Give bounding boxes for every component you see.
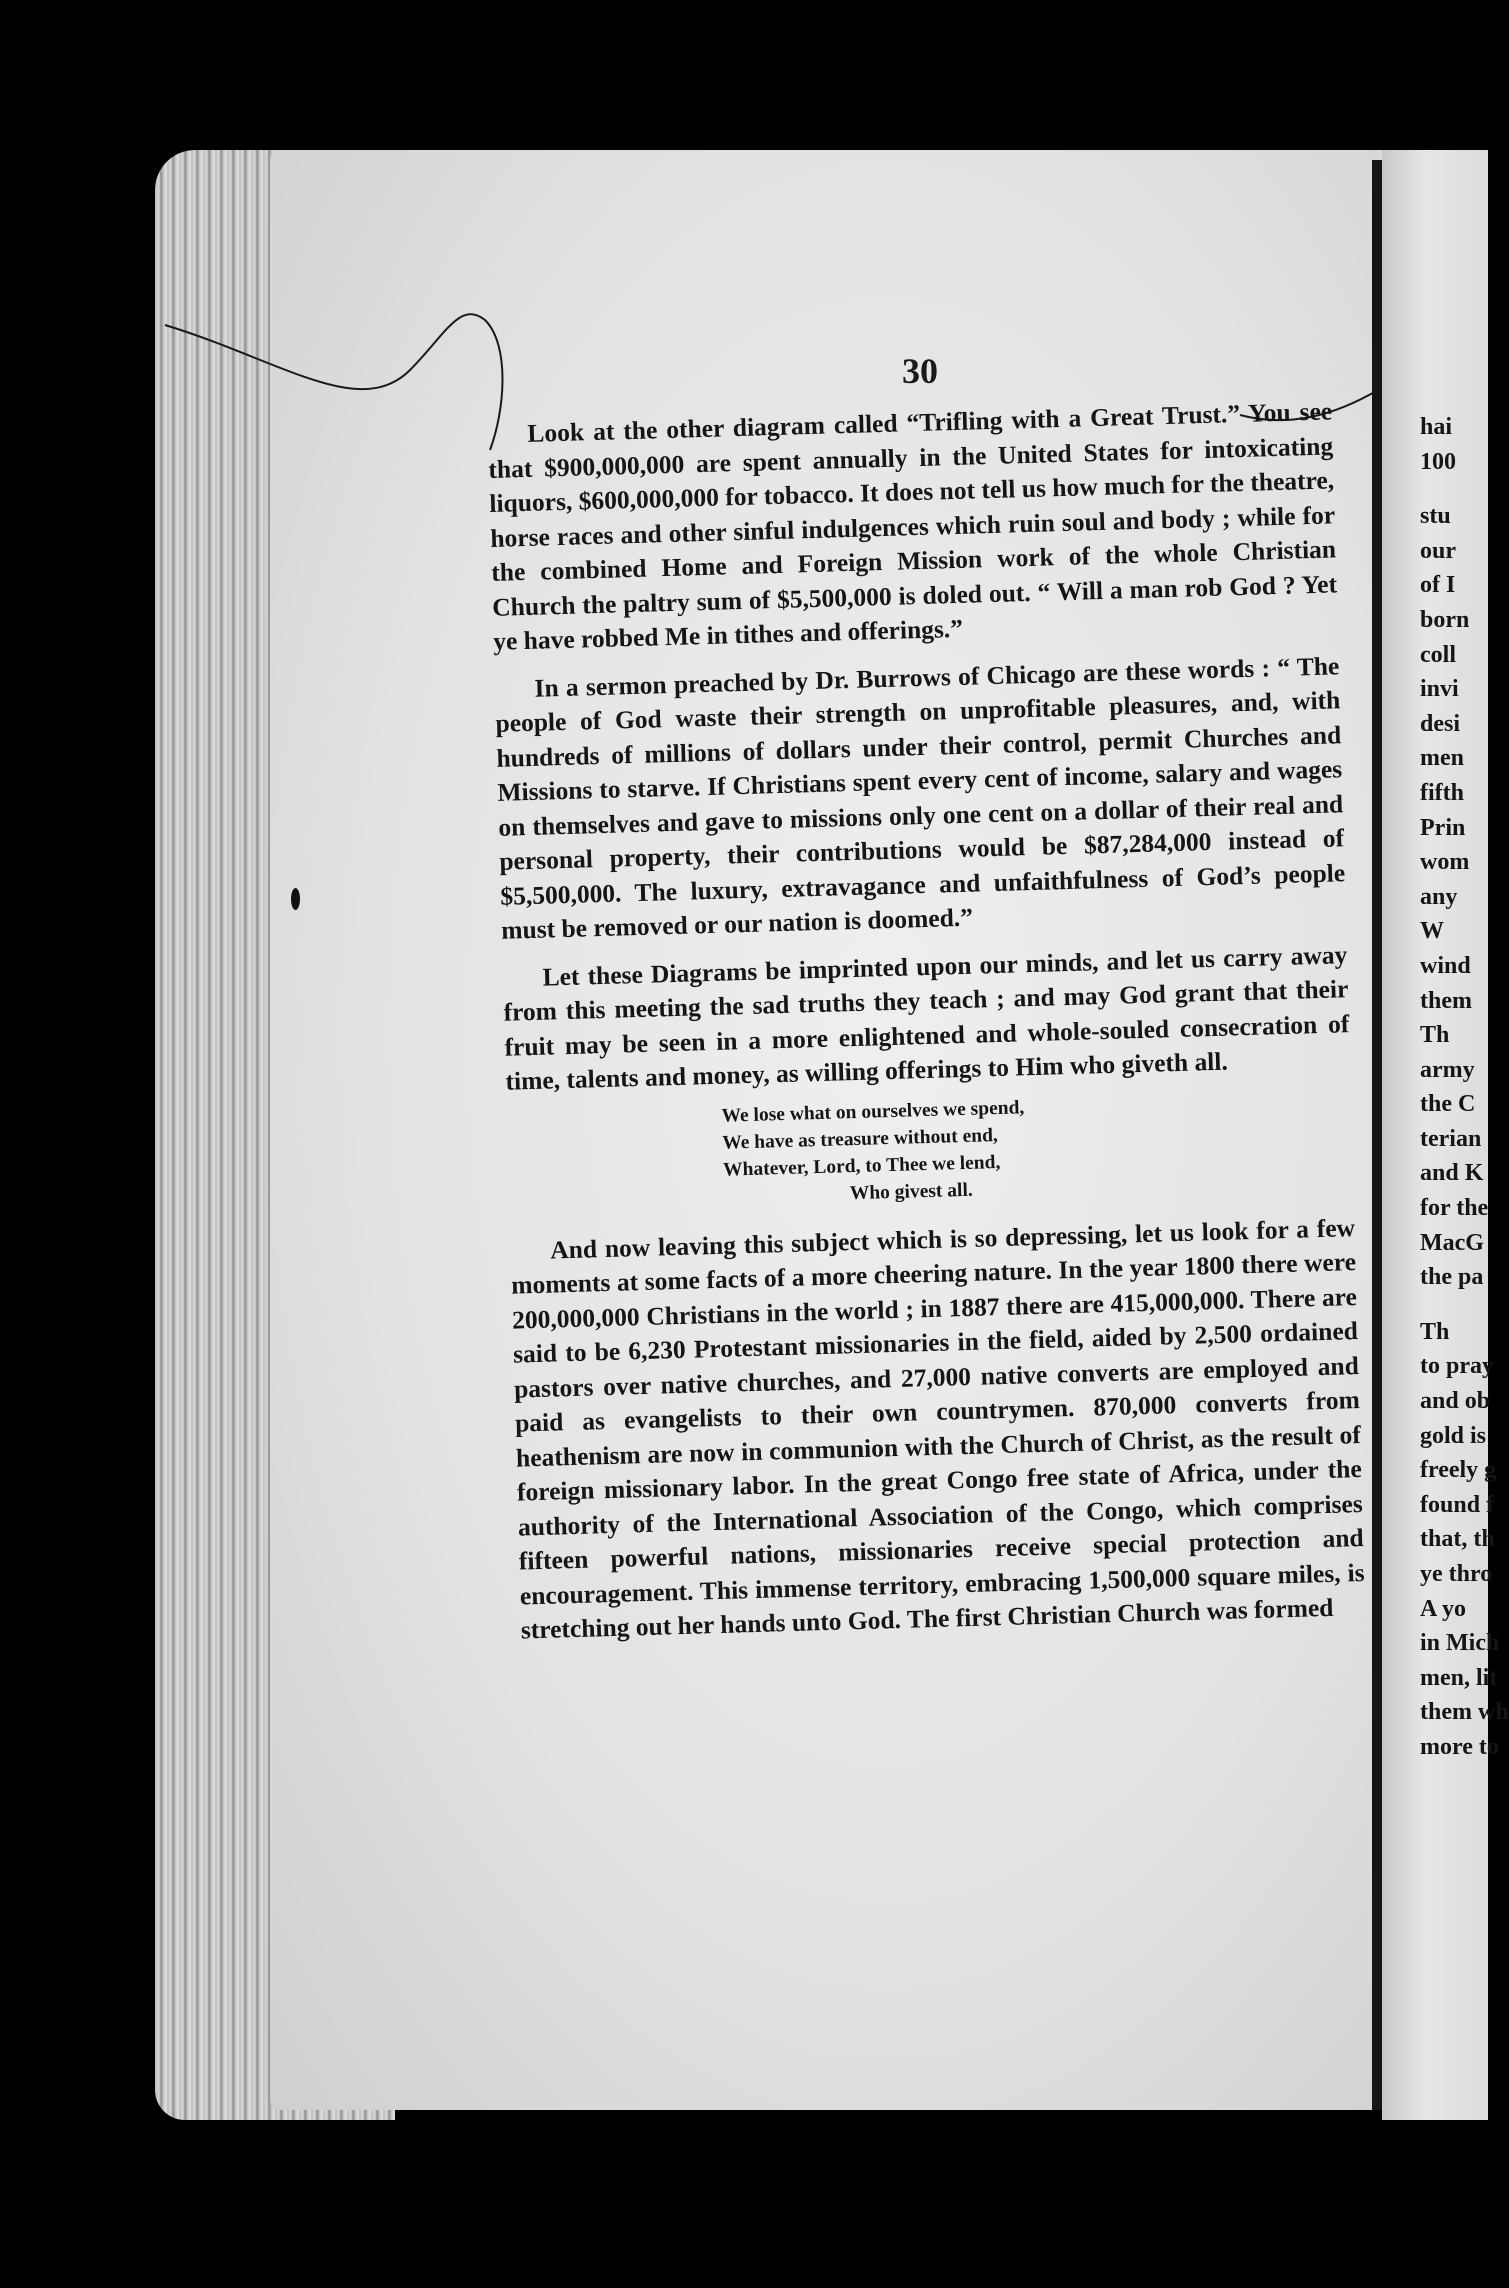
fragment-line: the pa (1420, 1264, 1484, 1291)
fragment-line: gold is (1420, 1422, 1487, 1449)
fragment-line: 100 (1420, 448, 1456, 475)
fragment-line: W (1420, 918, 1444, 945)
fragment-line: ye thro (1420, 1561, 1493, 1587)
fragment-line: and ob (1420, 1388, 1491, 1415)
fragment-line: Prin (1420, 814, 1466, 841)
fragment-line: men (1420, 745, 1464, 772)
fragment-line: coll (1420, 641, 1456, 668)
fragment-line: our (1420, 537, 1456, 564)
paragraph-diagrams-minds: Let these Diagrams be imprinted upon our minds, and let us carry away from this meeting the sad truths they teach ; and may God grant that their fruit may be seen in a more enlightened and whole-souled consecration of time, talents and money, as willing offerings to Him who giveth all. (503, 939, 1350, 1096)
fragment-line: Th (1420, 1022, 1450, 1049)
fragment-line: invi (1420, 676, 1459, 703)
fragment-line: in Mich (1420, 1630, 1500, 1657)
fragment-line: of I (1420, 572, 1456, 599)
fragment-line: to pray (1420, 1353, 1494, 1380)
paragraph-cheering-facts: And now leaving this subject which is so depressing, let us look for a few moments at some facts of a more cheering nature. In the year 1800 there were 200,000,000 Christians in the world ; in 1887 there are 415,000,000. There are said to be 6,230 Protestant missionaries in the field, aided by 2,500 ordained pastors over native churches, and 27,000 native converts are employed and paid as evangelists to their own countrymen. 870,000 converts from heathenism are now in communion with the Church of Christ, as the result of foreign missionary labor. In the great Congo free state of Africa, under the authority of the International Association of the Congo, which comprises fifteen powerful nations, missionaries receive special protection and encouragement. This immense territory, embracing 1,500,000 square miles, is stretching out her hands unto God. The first Christian Church was formed (510, 1212, 1365, 1645)
fragment-line: for the (1420, 1195, 1489, 1222)
fragment-line: born (1420, 606, 1470, 633)
fragment-line: hai (1420, 414, 1453, 440)
page-body (487, 394, 1366, 1661)
paragraph-sermon: In a sermon preached by Dr. Burrows of Chicago are these words : “ The people of God waste their strength on unprofitable pleasures, and, with hundreds of millions of dollars under their control, permit Churches and Missions to starve. If Christians spent every cent of income, salary and wages on themselves and gave to missions only one cent on a dollar of their real and personal property, their contributions would be $87,284,000 instead of $5,500,000. The luxury, extravagance and unfaithfulness of God’s people must be removed or our nation is doomed.” (495, 650, 1346, 945)
fragment-line: any (1420, 883, 1458, 910)
fragment-line: army (1420, 1056, 1475, 1083)
fragment-line: wom (1420, 849, 1470, 876)
fragment-line: freely g (1420, 1457, 1497, 1484)
fragment-line: them wh (1420, 1699, 1509, 1726)
poem-line: Who givest all. (849, 1179, 973, 1204)
right-page-text (1420, 410, 1509, 1765)
fragment-line: the C (1420, 1091, 1476, 1118)
fragment-line: and K (1420, 1160, 1484, 1187)
fragment-line: Th (1420, 1318, 1450, 1345)
fragment-line: stu (1420, 503, 1451, 530)
fragment-line: MacG (1420, 1229, 1484, 1256)
fragment-line: A yo (1420, 1595, 1467, 1622)
fragment-line: men, lit (1420, 1664, 1498, 1691)
poem (721, 1085, 1354, 1211)
poem-line: Whatever, Lord, to Thee we lend, (722, 1151, 1001, 1181)
fragment-line: fifth (1420, 779, 1464, 806)
poem-line: We lose what on ourselves we spend, (721, 1096, 1025, 1127)
fragment-line: found f (1420, 1491, 1495, 1518)
poem-line: We have as treasure without end, (722, 1124, 999, 1154)
fragment-line: more to (1420, 1733, 1499, 1760)
fragment-line: that, th (1420, 1526, 1495, 1553)
fragment-line: desi (1420, 710, 1461, 737)
ink-spot (291, 888, 300, 910)
page-number: 30 (902, 351, 938, 391)
fragment-line (1420, 479, 1488, 499)
fragment-line (1420, 1295, 1488, 1315)
paragraph-diagram: Look at the other diagram called “Trifling with a Great Trust.” You see that $900,000,000 are spent annually in the United States for intoxicating liquors, $600,000,000 for tobacco. It does not tell us how much for the theatre, horse races and other sinful indulgences which ruin soul and body ; while for the combined Home and Foreign Mission work of the whole Christian Church the paltry sum of $5,500,000 is doled out. “ Will a man rob God ? Yet ye have robbed Me in tithes and offerings.” (488, 396, 1338, 656)
fragment-line: wind (1420, 952, 1471, 979)
fragment-line: terian (1420, 1125, 1482, 1152)
fragment-line: them (1420, 987, 1472, 1014)
